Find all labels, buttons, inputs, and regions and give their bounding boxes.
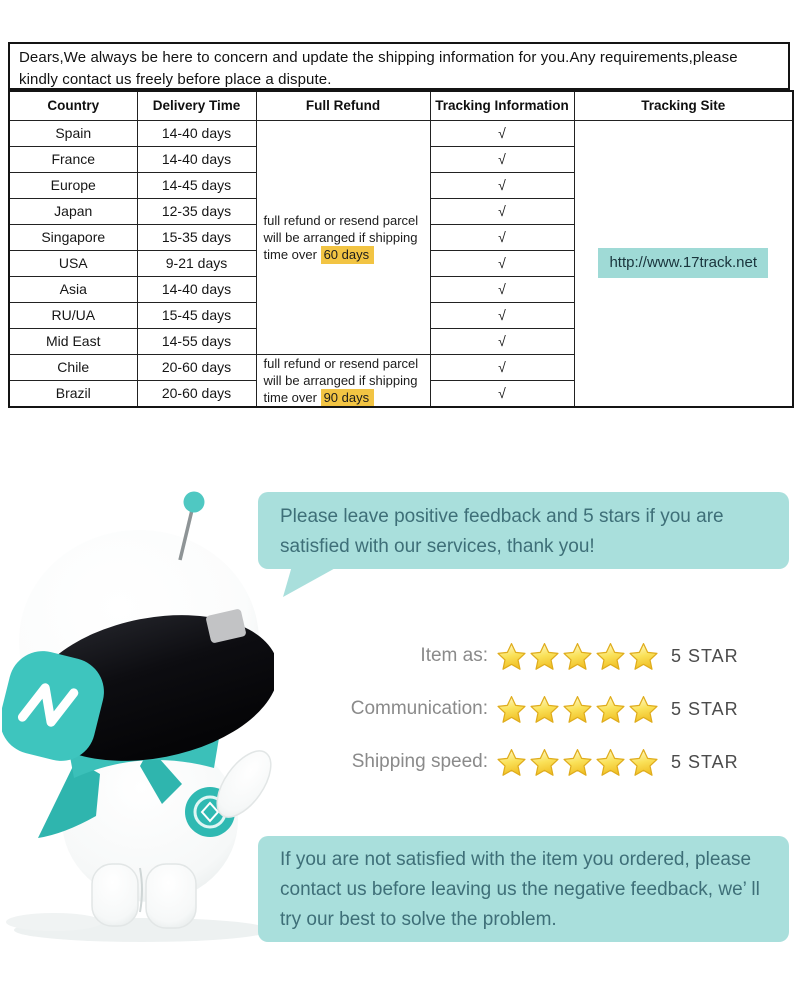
delivery-time-cell: 14-55 days xyxy=(137,328,256,354)
delivery-time-cell: 9-21 days xyxy=(137,250,256,276)
rating-label: Communication: xyxy=(350,698,488,719)
tracking-check-cell: √ xyxy=(430,302,574,328)
star-group xyxy=(496,694,659,725)
rating-label: Shipping speed: xyxy=(351,751,488,772)
country-cell: Europe xyxy=(9,172,137,198)
tracking-site-link[interactable]: http://www.17track.net xyxy=(598,248,768,278)
tracking-check-cell: √ xyxy=(430,172,574,198)
notice-banner: Dears,We always be here to concern and update the shipping information for you.Any requirements,please kindly contact us freely before place a dispute. xyxy=(8,42,790,90)
delivery-time-cell: 20-60 days xyxy=(137,354,256,380)
tracking-check-cell: √ xyxy=(430,328,574,354)
tracking-check-cell: √ xyxy=(430,354,574,380)
star-icon xyxy=(595,694,626,725)
star-icon xyxy=(529,641,560,672)
feedback-bubble-top xyxy=(258,492,789,569)
tracking-check-cell: √ xyxy=(430,250,574,276)
full-refund-cell xyxy=(256,120,430,354)
full-refund-cell xyxy=(256,354,430,407)
robot-icon xyxy=(2,482,274,944)
refund-text: full refund or resend parcel will be arranged if shipping time over xyxy=(263,355,419,405)
country-cell: Brazil xyxy=(9,380,137,406)
col-header-tracking-information: Tracking Information xyxy=(430,91,574,120)
star-icon xyxy=(562,641,593,672)
ratings-block xyxy=(276,638,756,780)
robot-mascot-illustration xyxy=(2,482,274,944)
star-icon xyxy=(562,747,593,778)
tracking-check-cell: √ xyxy=(430,146,574,172)
bubble-top-text: Please leave positive feedback and 5 stars if you are satisfied with our services, thank you! xyxy=(280,506,724,557)
delivery-time-cell: 20-60 days xyxy=(137,380,256,406)
rating-caption: 5 STAR xyxy=(671,751,739,772)
tracking-check-cell: √ xyxy=(430,120,574,146)
country-cell: USA xyxy=(9,250,137,276)
star-icon xyxy=(628,747,659,778)
rating-label: Item as: xyxy=(420,645,488,666)
country-cell: Mid East xyxy=(9,328,137,354)
star-icon xyxy=(496,747,527,778)
rating-caption: 5 STAR xyxy=(671,698,739,719)
table-row xyxy=(9,120,793,146)
highlight-days: 90 days xyxy=(321,389,375,407)
delivery-time-cell: 15-35 days xyxy=(137,224,256,250)
star-icon xyxy=(628,694,659,725)
star-icon xyxy=(529,747,560,778)
col-header-tracking-site: Tracking Site xyxy=(574,91,793,120)
star-icon xyxy=(595,641,626,672)
star-group xyxy=(496,747,659,778)
country-cell: Singapore xyxy=(9,224,137,250)
col-header-delivery-time: Delivery Time xyxy=(137,91,256,120)
tracking-site-cell xyxy=(574,120,793,407)
country-cell: Asia xyxy=(9,276,137,302)
table-header-row xyxy=(9,91,793,120)
star-icon xyxy=(529,694,560,725)
star-icon xyxy=(496,641,527,672)
shipping-table xyxy=(8,90,794,408)
star-group xyxy=(496,641,659,672)
delivery-time-cell: 14-40 days xyxy=(137,120,256,146)
delivery-time-cell: 15-45 days xyxy=(137,302,256,328)
tracking-check-cell: √ xyxy=(430,380,574,406)
rating-row xyxy=(276,691,756,727)
star-icon xyxy=(496,694,527,725)
bubble-bottom-text: If you are not satisfied with the item you ordered, please contact us before leaving us the negative feedback, we’ ll try our best to solve the problem. xyxy=(280,849,760,930)
tracking-check-cell: √ xyxy=(430,198,574,224)
rating-caption: 5 STAR xyxy=(671,645,739,666)
delivery-time-cell: 14-40 days xyxy=(137,276,256,302)
col-header-full-refund: Full Refund xyxy=(256,91,430,120)
country-cell: Spain xyxy=(9,120,137,146)
delivery-time-cell: 14-40 days xyxy=(137,146,256,172)
star-icon xyxy=(628,641,659,672)
shipping-table-body xyxy=(9,120,793,407)
feedback-bubble-bottom xyxy=(258,836,789,942)
star-icon xyxy=(595,747,626,778)
highlight-days: 60 days xyxy=(321,246,375,264)
country-cell: France xyxy=(9,146,137,172)
refund-text: full refund or resend parcel will be arranged if shipping time over xyxy=(263,212,419,262)
delivery-time-cell: 12-35 days xyxy=(137,198,256,224)
bubble-tail xyxy=(283,566,339,597)
tracking-check-cell: √ xyxy=(430,224,574,250)
country-cell: RU/UA xyxy=(9,302,137,328)
rating-row xyxy=(276,744,756,780)
rating-row xyxy=(276,638,756,674)
country-cell: Japan xyxy=(9,198,137,224)
delivery-time-cell: 14-45 days xyxy=(137,172,256,198)
star-icon xyxy=(562,694,593,725)
col-header-country: Country xyxy=(9,91,137,120)
tracking-check-cell: √ xyxy=(430,276,574,302)
country-cell: Chile xyxy=(9,354,137,380)
